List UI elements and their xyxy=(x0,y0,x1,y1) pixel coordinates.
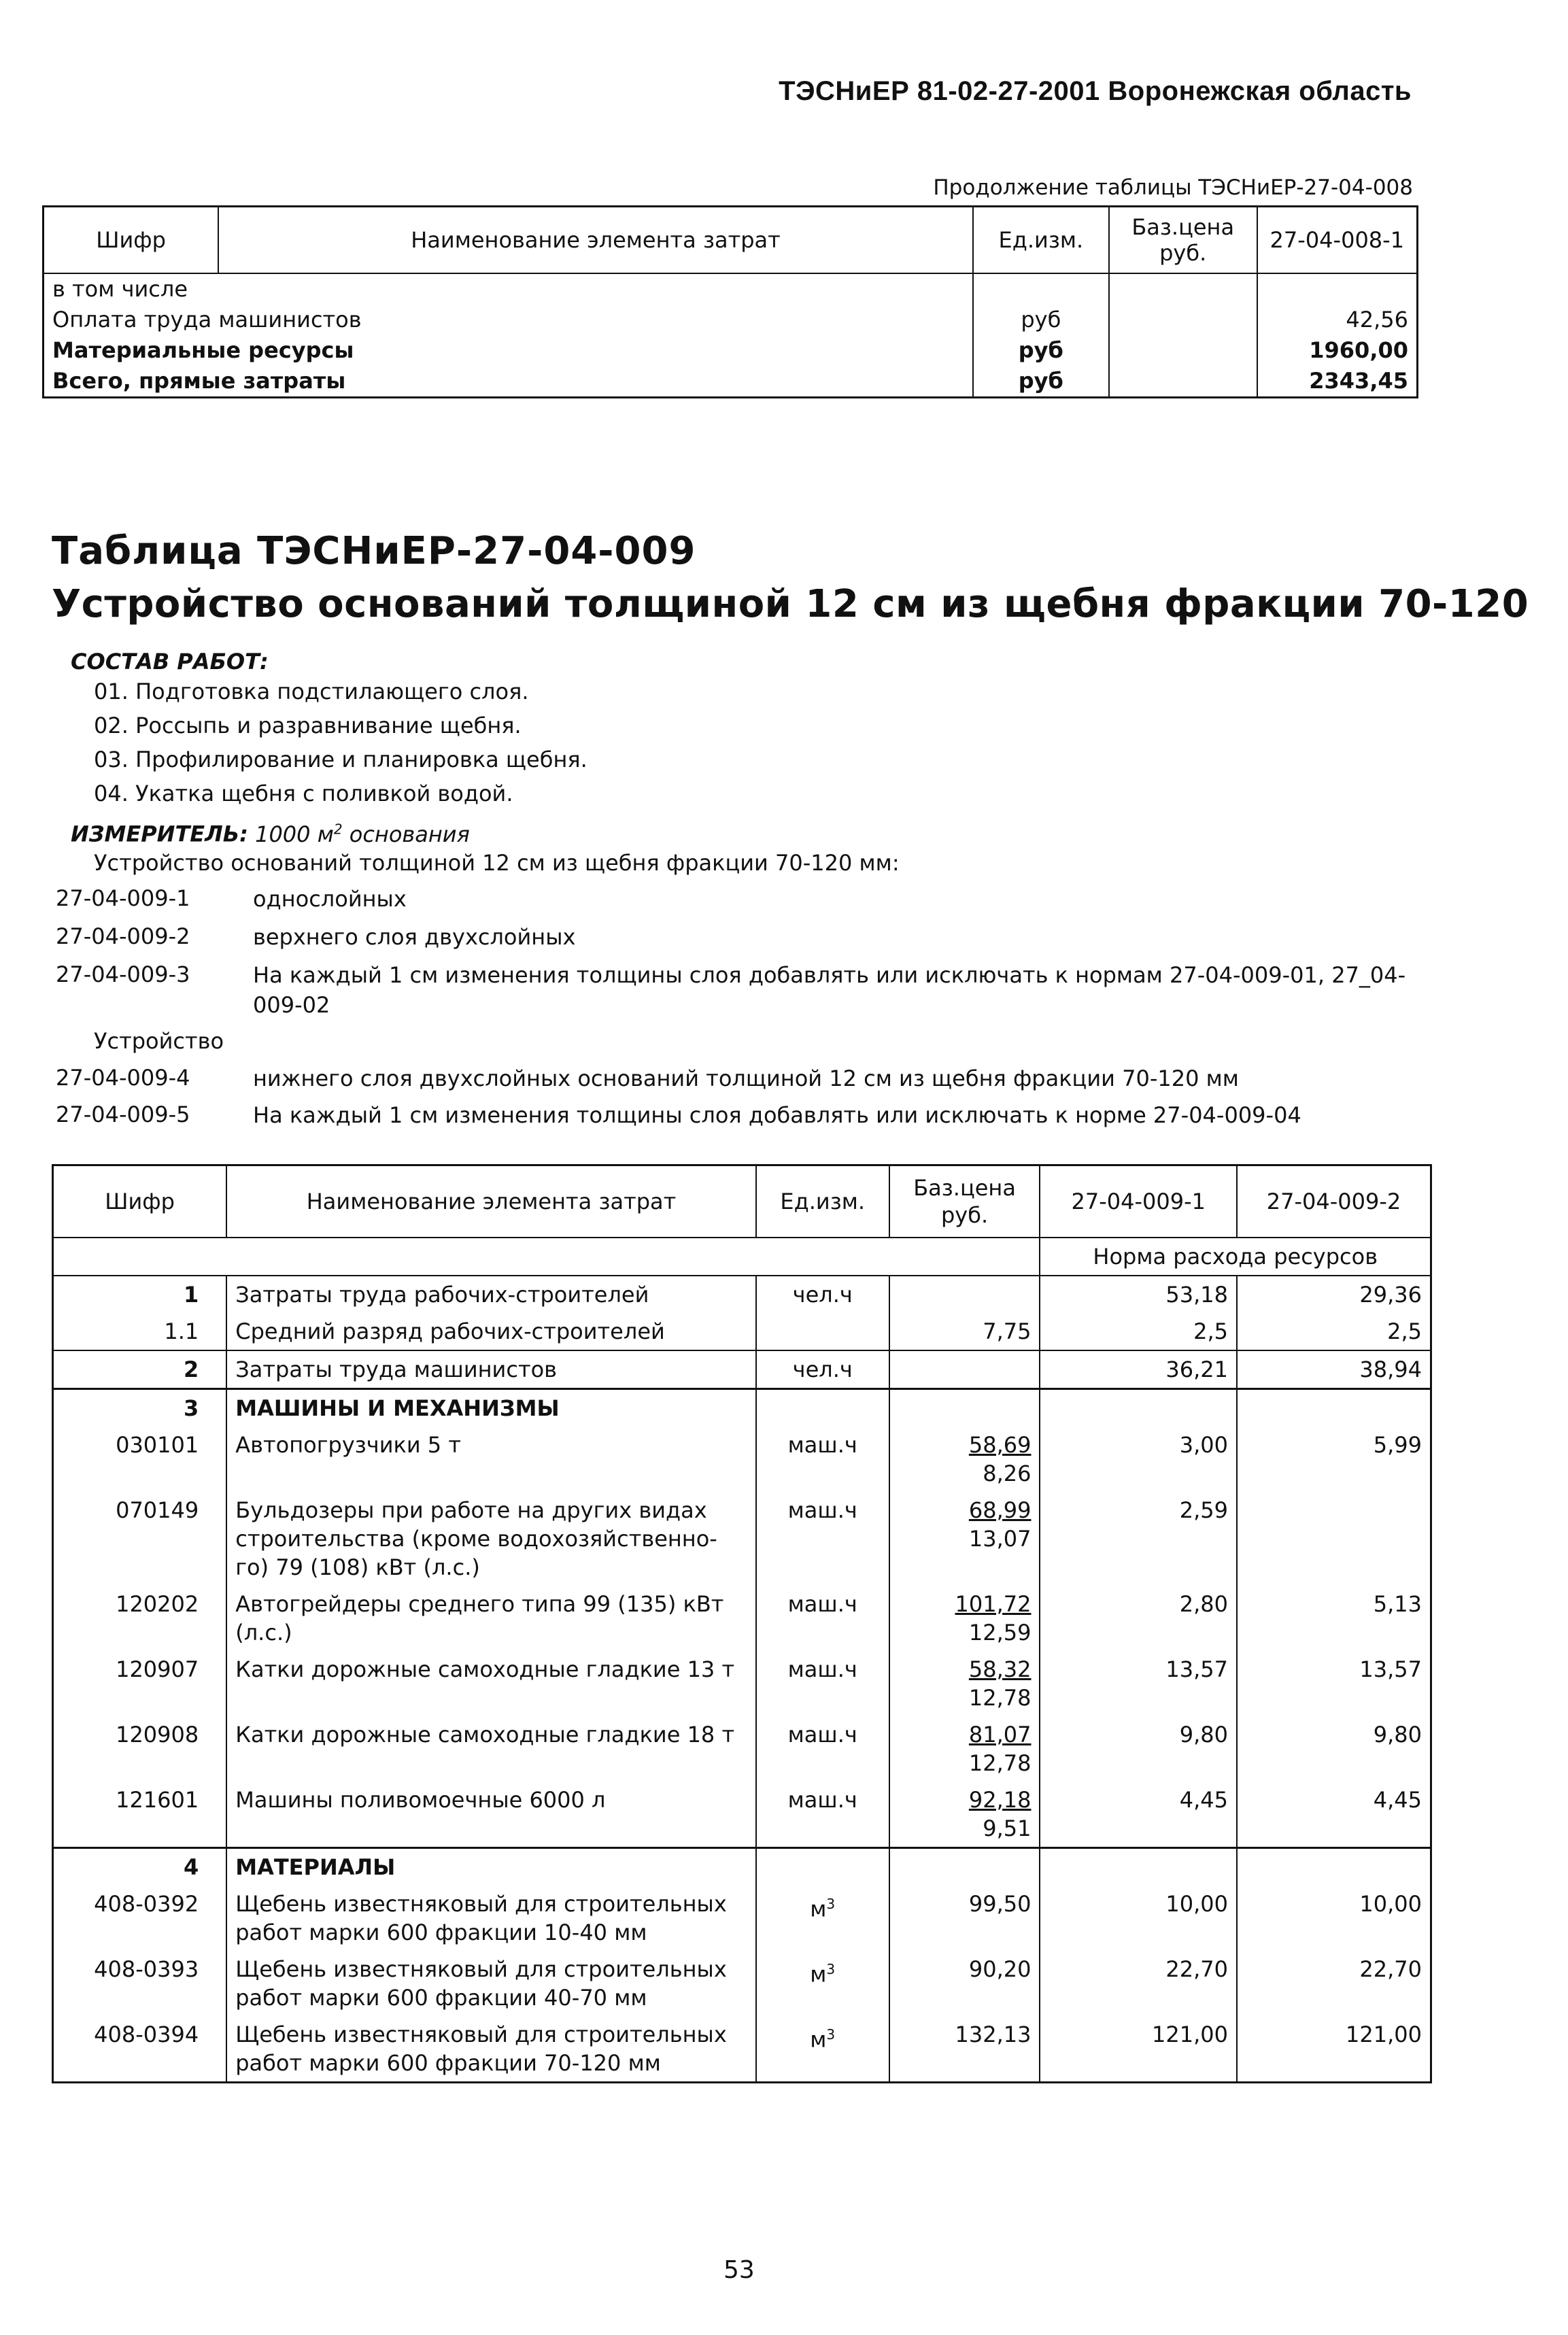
price-wage: 8,26 xyxy=(983,1461,1032,1486)
section-code: 3 xyxy=(53,1389,227,1427)
row-code: 2 xyxy=(53,1350,227,1389)
section-title: МАШИНЫ И МЕХАНИЗМЫ xyxy=(226,1389,756,1427)
blank-cell xyxy=(756,1389,889,1427)
row-code: 1 xyxy=(183,1282,199,1308)
section-row xyxy=(53,1848,1431,1886)
table-27-04-009 xyxy=(52,1164,1432,2083)
price-wage: 12,78 xyxy=(968,1685,1032,1711)
table-row xyxy=(53,1492,1431,1586)
row-unit: $м^3$ xyxy=(756,1886,889,1951)
row-value-2: 13,57 xyxy=(1237,1651,1431,1716)
row-unit: чел.ч xyxy=(756,1276,889,1313)
row-unit xyxy=(973,273,1109,305)
norm-code: 27-04-009-2 xyxy=(56,923,190,949)
row-code: 120202 xyxy=(116,1591,199,1617)
row-name: Катки дорожные самоходные гладкие 18 т xyxy=(226,1716,756,1782)
section-row xyxy=(53,1389,1431,1427)
row-value-2: 4,45 xyxy=(1237,1782,1431,1848)
row-unit xyxy=(756,1313,889,1350)
row-price: 132,13 xyxy=(889,2016,1040,2083)
row-name: Автогрейдеры среднего типа 99 (135) кВт (л.с.) xyxy=(226,1586,756,1651)
table-header-row xyxy=(44,207,1418,274)
price-wage: 9,51 xyxy=(983,1816,1032,1841)
table-row xyxy=(44,305,1418,335)
row-name: Затраты труда машинистов xyxy=(226,1350,756,1389)
row-value-2: 2,5 xyxy=(1237,1313,1431,1350)
row-value-2 xyxy=(1237,1492,1431,1586)
row-value-2: 29,36 xyxy=(1237,1276,1431,1313)
norm-code: 27-04-009-1 xyxy=(56,885,190,911)
table-row xyxy=(53,1586,1431,1651)
norm-header-row xyxy=(53,1238,1431,1276)
row-code: 070149 xyxy=(116,1497,199,1523)
price-wage: 13,07 xyxy=(968,1526,1032,1552)
row-price xyxy=(889,1350,1040,1389)
price-value: 81,07 xyxy=(968,1722,1032,1748)
row-value-1: 2,80 xyxy=(1040,1586,1236,1651)
row-name: Средний разряд рабочих-строителей xyxy=(226,1313,756,1350)
price-value: 58,32 xyxy=(968,1656,1032,1682)
table-row xyxy=(53,1427,1431,1492)
blank-cell xyxy=(53,1238,1040,1276)
table-row xyxy=(53,1782,1431,1848)
row-code: 120908 xyxy=(116,1722,199,1748)
table-row xyxy=(53,1350,1431,1389)
row-code: 120907 xyxy=(116,1656,199,1682)
row-unit: маш.ч xyxy=(756,1716,889,1782)
section-code: 4 xyxy=(53,1848,227,1886)
row-value-1: 2,59 xyxy=(1040,1492,1236,1586)
norm-header: Норма расхода ресурсов xyxy=(1040,1238,1431,1276)
table-row xyxy=(44,366,1418,398)
header-norm-1: 27-04-009-1 xyxy=(1040,1165,1236,1238)
header-unit: Ед.изм. xyxy=(973,207,1109,274)
row-value-1: 13,57 xyxy=(1040,1651,1236,1716)
row-value-2: 5,13 xyxy=(1237,1586,1431,1651)
page-number: 53 xyxy=(723,2256,755,2284)
meter-line xyxy=(71,815,470,849)
row-unit: чел.ч xyxy=(756,1350,889,1389)
price-value: 68,99 xyxy=(968,1497,1032,1523)
intro-text: Устройство xyxy=(94,1028,224,1054)
blank-cell xyxy=(889,1389,1040,1427)
price-wage: 12,59 xyxy=(968,1620,1032,1646)
price-value: 92,18 xyxy=(968,1787,1032,1813)
works-label: СОСТАВ РАБОТ: xyxy=(71,649,269,675)
row-name: Щебень известняковый для строительных работ марки 600 фракции 70-120 мм xyxy=(226,2016,756,2083)
table-row xyxy=(53,2016,1431,2083)
meter-label: ИЗМЕРИТЕЛЬ: xyxy=(71,821,248,847)
table-row xyxy=(53,1886,1431,1951)
row-price: 90,20 xyxy=(889,1951,1040,2016)
norm-code: 27-04-009-3 xyxy=(56,961,190,987)
row-value-1: 3,00 xyxy=(1040,1427,1236,1492)
row-name: Автопогрузчики 5 т xyxy=(226,1427,756,1492)
price-wage: 12,78 xyxy=(968,1750,1032,1776)
row-price xyxy=(889,1782,1040,1848)
row-price xyxy=(1109,335,1257,366)
row-name: Щебень известняковый для строительных работ марки 600 фракции 40-70 мм xyxy=(226,1951,756,2016)
table-row xyxy=(44,335,1418,366)
row-price xyxy=(1109,273,1257,305)
row-name: Катки дорожные самоходные гладкие 13 т xyxy=(226,1651,756,1716)
row-value: 42,56 xyxy=(1257,305,1418,335)
row-value-1: 36,21 xyxy=(1040,1350,1236,1389)
norm-description: однослойных xyxy=(253,886,407,912)
row-name: Бульдозеры при работе на других видах строительства (кроме водохозяйственно-го) 79 (108) кВт (л.с.) xyxy=(226,1492,756,1586)
norm-code: 27-04-009-5 xyxy=(56,1102,190,1127)
header-norm-2: 27-04-009-2 xyxy=(1237,1165,1431,1238)
row-value-1: 4,45 xyxy=(1040,1782,1236,1848)
blank-cell xyxy=(1040,1389,1236,1427)
row-code: 030101 xyxy=(116,1432,199,1458)
row-value-2: 5,99 xyxy=(1237,1427,1431,1492)
blank-cell xyxy=(1237,1848,1431,1886)
row-value-2: 22,70 xyxy=(1237,1951,1431,2016)
row-price: 99,50 xyxy=(889,1886,1040,1951)
row-code: 408-0393 xyxy=(94,1956,199,1982)
row-code: 121601 xyxy=(116,1787,199,1813)
row-code: 408-0394 xyxy=(94,2022,199,2047)
header-code: Шифр xyxy=(44,207,219,274)
row-unit: маш.ч xyxy=(756,1782,889,1848)
section-title: МАТЕРИАЛЫ xyxy=(226,1848,756,1886)
table-header-row xyxy=(53,1165,1431,1238)
row-value-2: 10,00 xyxy=(1237,1886,1431,1951)
norm-code: 27-04-009-4 xyxy=(56,1065,190,1091)
table-title: Таблица ТЭСНиЕР-27-04-009 xyxy=(52,529,696,573)
row-value-1: 9,80 xyxy=(1040,1716,1236,1782)
row-unit: маш.ч xyxy=(756,1427,889,1492)
row-name: в том числе xyxy=(52,276,188,302)
row-unit: $м^3$ xyxy=(756,2016,889,2083)
header-name: Наименование элемента затрат xyxy=(218,207,973,274)
row-unit: маш.ч xyxy=(756,1651,889,1716)
row-name: Затраты труда рабочих-строителей xyxy=(226,1276,756,1313)
table-row xyxy=(53,1951,1431,2016)
row-unit: руб xyxy=(973,366,1109,398)
row-value xyxy=(1257,273,1418,305)
header-code: Шифр xyxy=(53,1165,227,1238)
row-unit: руб xyxy=(973,335,1109,366)
row-code: 1.1 xyxy=(164,1318,199,1344)
work-item: 03. Профилирование и планировка щебня. xyxy=(94,747,587,772)
table-row xyxy=(53,1651,1431,1716)
header-unit: Ед.изм. xyxy=(756,1165,889,1238)
table-row xyxy=(53,1276,1431,1313)
table-27-04-008-continuation xyxy=(42,205,1418,398)
row-name: Машины поливомоечные 6000 л xyxy=(226,1782,756,1848)
row-name: Всего, прямые затраты xyxy=(52,368,346,394)
row-price xyxy=(1109,305,1257,335)
work-item: 01. Подготовка подстилающего слоя. xyxy=(94,679,529,704)
row-unit: маш.ч xyxy=(756,1492,889,1586)
row-value-1: 10,00 xyxy=(1040,1886,1236,1951)
header-norm: 27-04-008-1 xyxy=(1257,207,1418,274)
work-item: 04. Укатка щебня с поливкой водой. xyxy=(94,781,513,806)
row-price xyxy=(889,1586,1040,1651)
row-value: 2343,45 xyxy=(1257,366,1418,398)
blank-cell xyxy=(756,1848,889,1886)
norm-description: На каждый 1 см изменения толщины слоя добавлять или исключать к норме 27-04-009-04 xyxy=(253,1102,1301,1128)
norm-description: нижнего слоя двухслойных оснований толщиной 12 см из щебня фракции 70-120 мм xyxy=(253,1066,1239,1091)
row-name: Оплата труда машинистов xyxy=(52,307,362,333)
row-price: 7,75 xyxy=(889,1313,1040,1350)
row-value-2: 38,94 xyxy=(1237,1350,1431,1389)
work-item: 02. Россыпь и разравнивание щебня. xyxy=(94,713,522,738)
row-price xyxy=(889,1276,1040,1313)
row-value: 1960,00 xyxy=(1257,335,1418,366)
table-row xyxy=(44,273,1418,305)
price-value: 58,69 xyxy=(968,1432,1032,1458)
row-price xyxy=(889,1427,1040,1492)
row-value-2: 9,80 xyxy=(1237,1716,1431,1782)
continuation-caption: Продолжение таблицы ТЭСНиЕР-27-04-008 xyxy=(933,175,1413,200)
row-price xyxy=(889,1651,1040,1716)
running-header: ТЭСНиЕР 81-02-27-2001 Воронежская область xyxy=(779,76,1412,106)
blank-cell xyxy=(889,1848,1040,1886)
table-row xyxy=(53,1716,1431,1782)
meter-value: 1000 $м^2$ основания xyxy=(255,821,470,847)
row-price xyxy=(889,1492,1040,1586)
row-value-1: 22,70 xyxy=(1040,1951,1236,2016)
row-value-1: 53,18 xyxy=(1040,1276,1236,1313)
blank-cell xyxy=(1237,1389,1431,1427)
blank-cell xyxy=(1040,1848,1236,1886)
row-value-1: 121,00 xyxy=(1040,2016,1236,2083)
intro-text: Устройство оснований толщиной 12 см из щебня фракции 70-120 мм: xyxy=(94,850,900,876)
row-unit: руб xyxy=(973,305,1109,335)
row-value-2: 121,00 xyxy=(1237,2016,1431,2083)
table-subtitle: Устройство оснований толщиной 12 см из щебня фракции 70-120 xyxy=(52,582,1529,626)
price-value: 101,72 xyxy=(955,1591,1032,1617)
header-name: Наименование элемента затрат xyxy=(226,1165,756,1238)
row-unit: $м^3$ xyxy=(756,1951,889,2016)
norm-description: На каждый 1 см изменения толщины слоя добавлять или исключать к нормам 27-04-009-01, 27_04-009-02 xyxy=(253,962,1406,1018)
norm-description: верхнего слоя двухслойных xyxy=(253,924,576,950)
row-value-1: 2,5 xyxy=(1040,1313,1236,1350)
row-name: Щебень известняковый для строительных работ марки 600 фракции 10-40 мм xyxy=(226,1886,756,1951)
row-name: Материальные ресурсы xyxy=(52,337,354,363)
table-row xyxy=(53,1313,1431,1350)
header-price: Баз.цена руб. xyxy=(1109,207,1257,274)
row-price xyxy=(1109,366,1257,398)
header-price: Баз.цена руб. xyxy=(889,1165,1040,1238)
row-unit: маш.ч xyxy=(756,1586,889,1651)
row-price xyxy=(889,1716,1040,1782)
row-code: 408-0392 xyxy=(94,1891,199,1917)
